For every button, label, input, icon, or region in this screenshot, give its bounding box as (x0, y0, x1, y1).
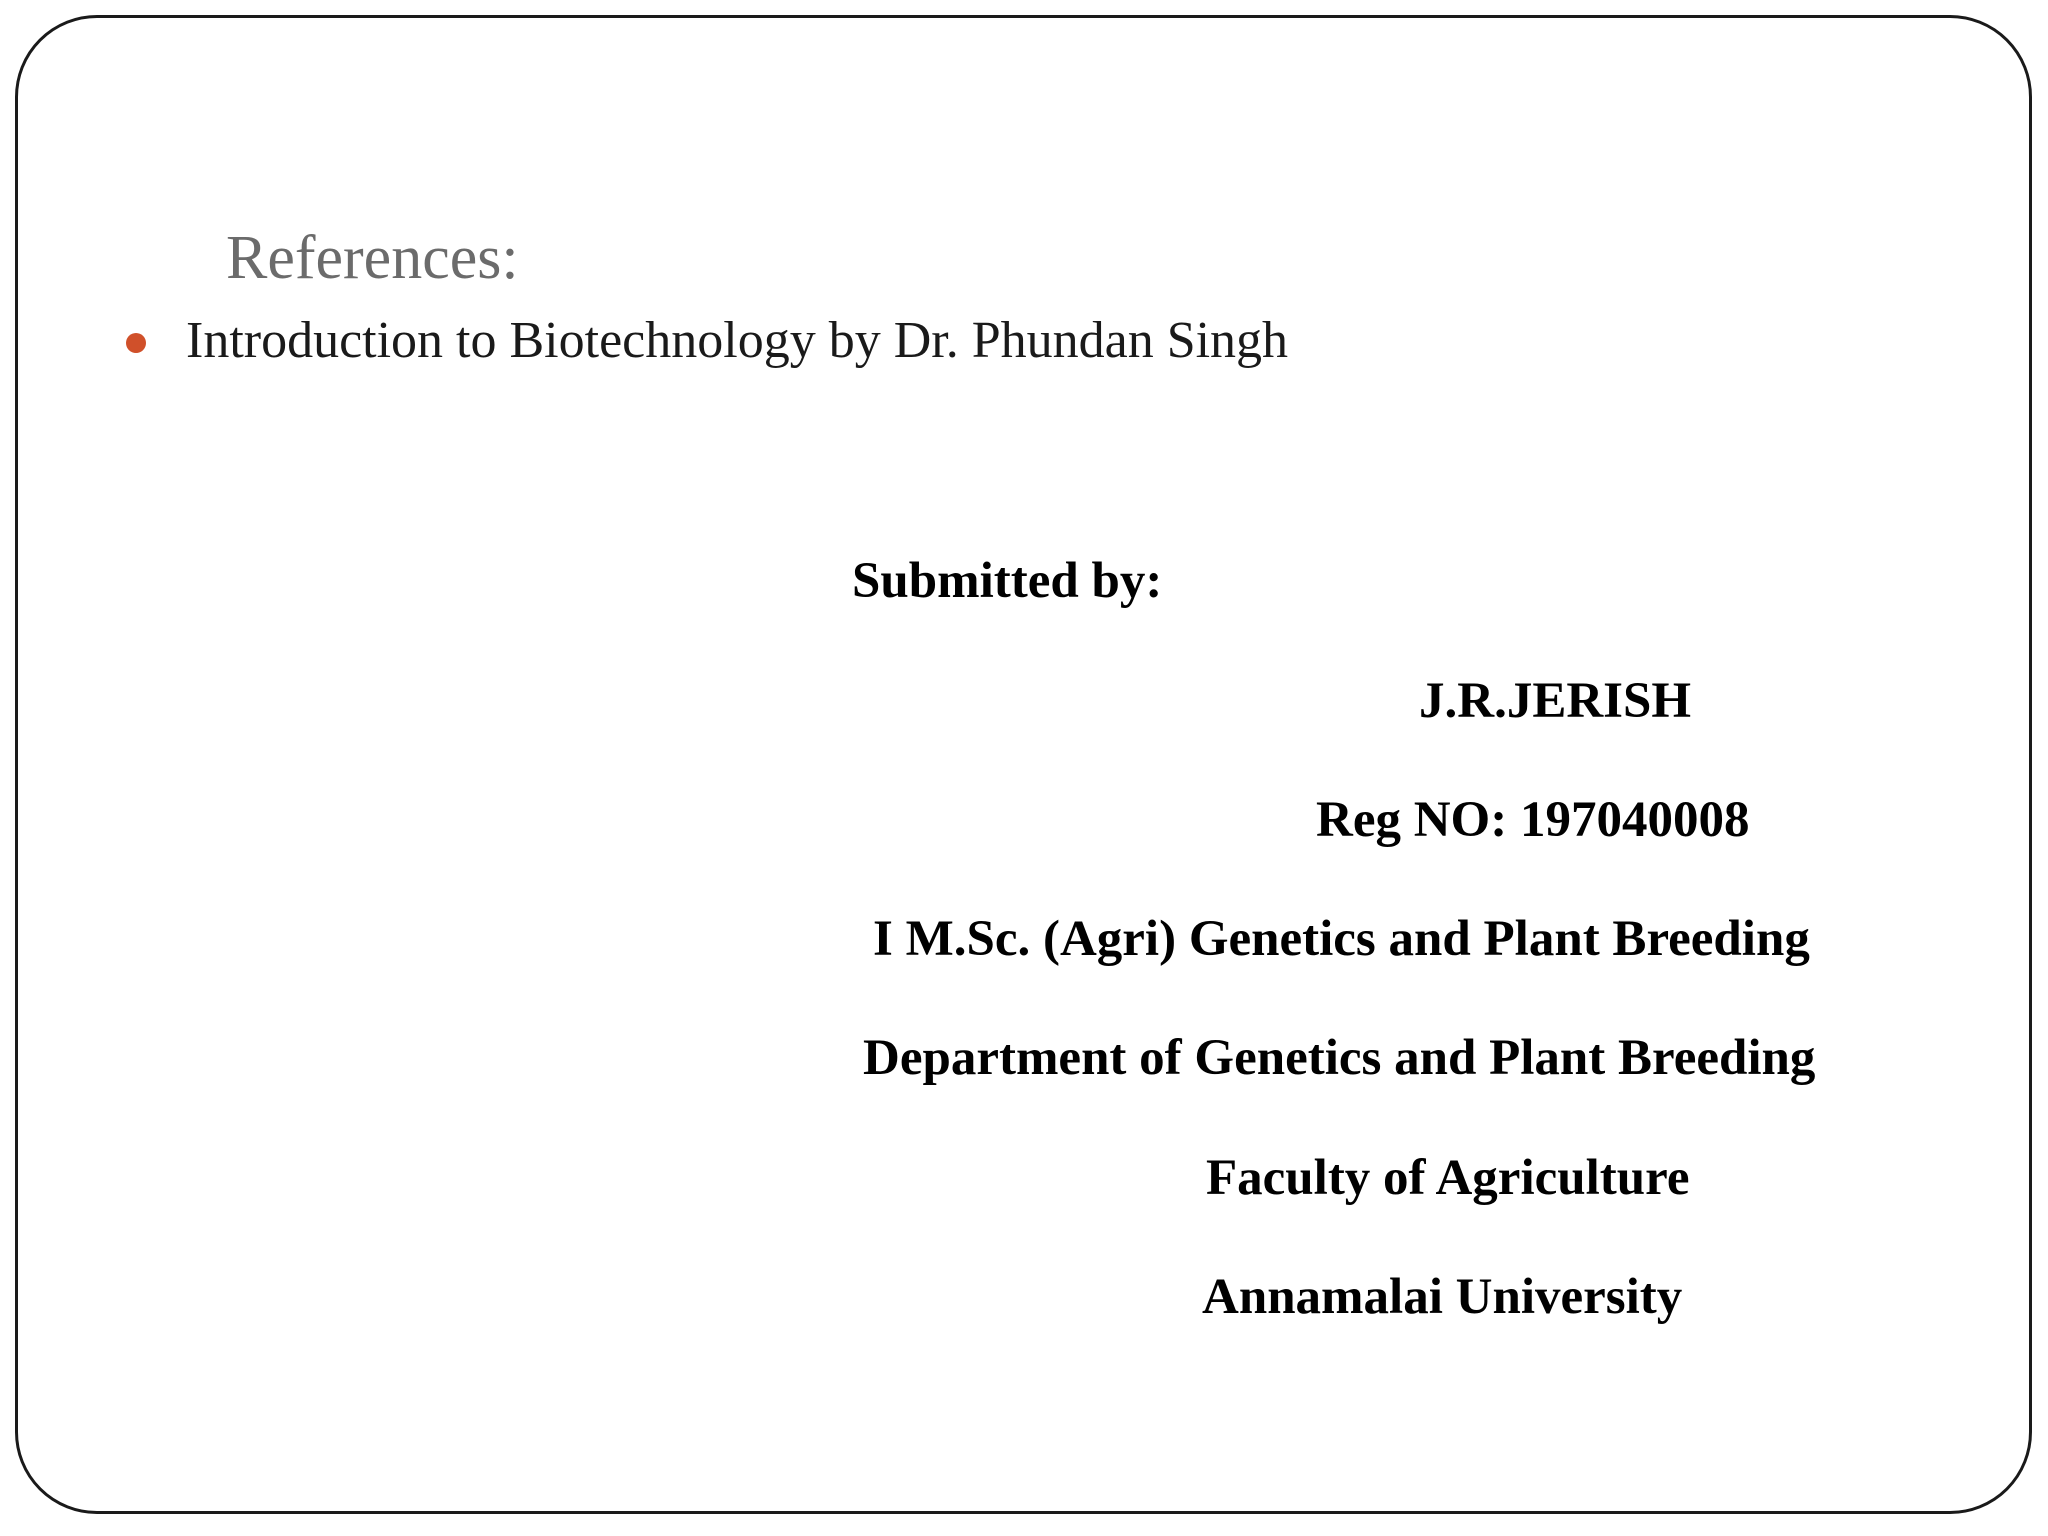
reference-text: Introduction to Biotechnology by Dr. Phundan Singh (186, 312, 1289, 369)
slide-title: References: (226, 224, 519, 292)
student-name: J.R.JERISH (1419, 673, 1692, 729)
degree-program: I M.Sc. (Agri) Genetics and Plant Breeding (873, 911, 1810, 967)
registration-number: Reg NO: 197040008 (1316, 792, 1750, 848)
department-name: Department of Genetics and Plant Breeding (863, 1030, 1816, 1086)
submitted-by-heading: Submitted by: (852, 553, 1163, 609)
university-name: Annamalai University (1202, 1269, 1683, 1325)
faculty-name: Faculty of Agriculture (1206, 1150, 1690, 1206)
bullet-dot-icon (126, 333, 146, 353)
